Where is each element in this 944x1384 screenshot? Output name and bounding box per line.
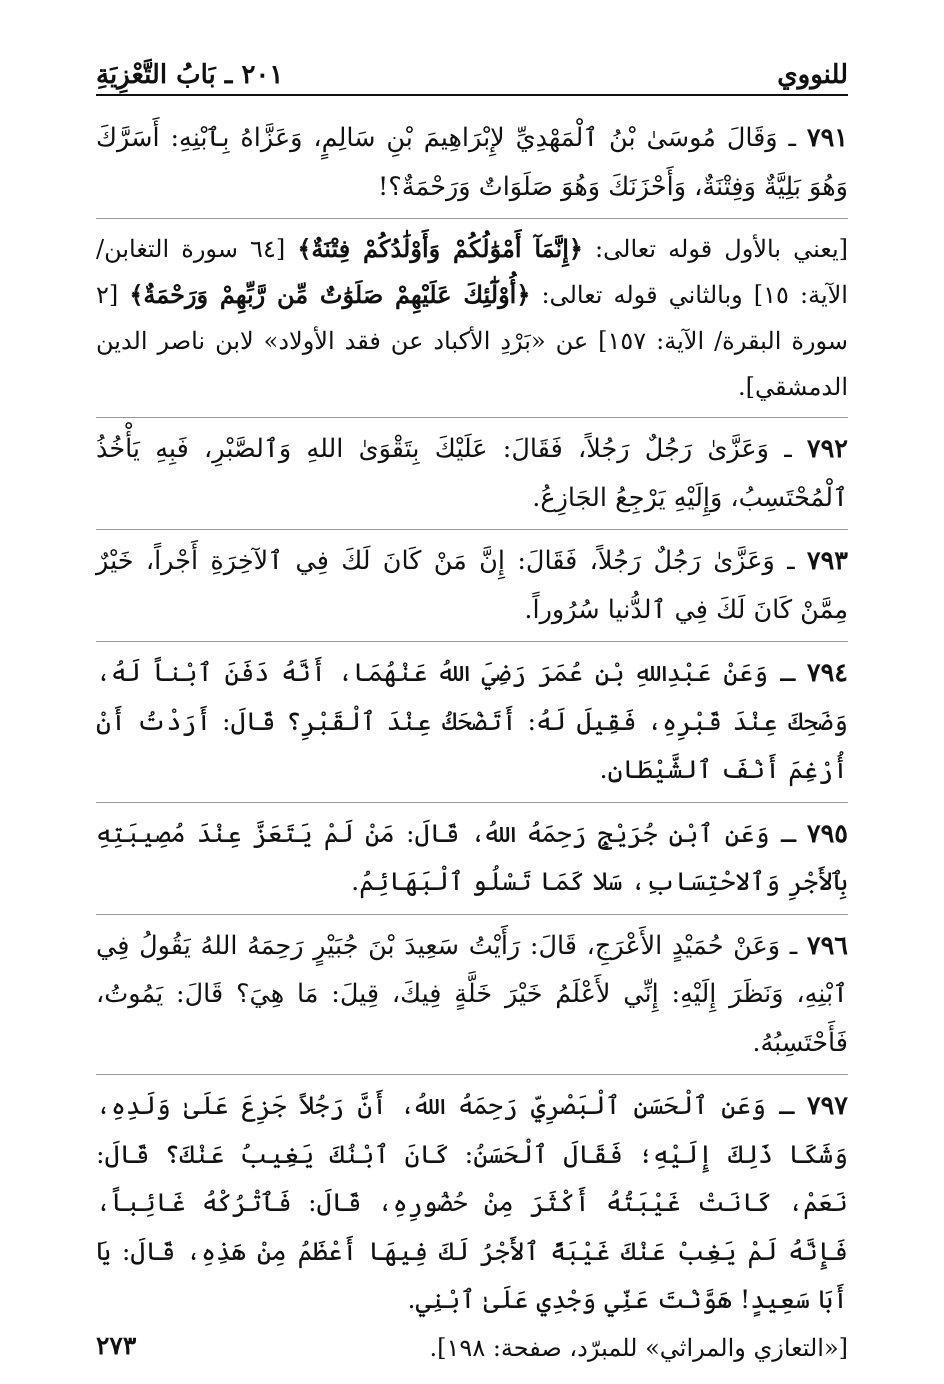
entry-791 — [96, 114, 848, 211]
entry-text: ـ وَعَزَّىٰ رَجُلٌ رَجُلاً، فَقَالَ: إِنَّ مَنْ كَانَ لَكَ فِي ٱلآخِرَةِ أَجْراً، خَيْرٌ مِمَّنْ كَانَ لَكَ فِي ٱلدُّنيا سُرُوراً. — [96, 546, 848, 625]
entry-797 — [96, 1082, 848, 1325]
footnote-797: [«التعازي والمراثي» للمبرّد، صفحة: ١٩٨]. — [429, 1333, 848, 1362]
entry-792 — [96, 425, 848, 522]
divider — [96, 802, 848, 803]
entry-number: ٧٩٧ — [806, 1091, 848, 1121]
entry-text: ـ وَعَنْ عَبْدِاللهِ بْنِ عُمَرَ رَضِيَ اللهُ عَنْهُمَا، أَنَّهُ دَفَنَ ٱبْناً لَهُ، وَضَحِكَ عِنْدَ قَبْرِهِ، فَقِيلَ لَهُ: أَتَضْحَكُ عِنْدَ ٱلْقَبْرِ؟ قَالَ: أَرَدْتُ أَنْ أُرْغِمَ أَنْفَ ٱلشَّيْطَانِ. — [96, 658, 848, 785]
entry-793 — [96, 537, 848, 634]
entry-796 — [96, 922, 848, 1068]
footnote-791 — [96, 226, 848, 410]
divider — [96, 914, 848, 915]
quran-verse: ﴿إِنَّمَآ أَمْوَٰلُكُمْ وَأَوْلَٰدُكُمْ فِتْنَةٌ﴾ — [297, 234, 583, 263]
entry-number: ٧٩٥ — [806, 818, 848, 849]
entry-text: ـ وَعَزَّىٰ رَجُلٌ رَجُلاً، فَقَالَ: عَلَيْكَ بِتَقْوَىٰ اللهِ وَٱلصَّبْرِ، فَبِهِ يَأْخُذُ ٱلْمُحْتَسِبُ، وَإِلَيْهِ يَرْجِعُ الجَازِعُ. — [96, 434, 848, 513]
entry-text: ـ وَعَنِ ٱبْنِ جُرَيْجٍ رَحِمَهُ اللهُ، قَالَ: مَنْ لَمْ يَتَعَزَّ عِنْدَ مُصِيبَتِهِ بِٱلأَجْرِ وَٱلاحْتِسَابِ، سَلا كَمَا تَسْلُو ٱلْبَهَائِمُ. — [96, 818, 848, 897]
entry-number: ٧٩٣ — [806, 546, 848, 576]
entry-number: ٧٩١ — [806, 123, 848, 153]
entry-number: ٧٩٢ — [806, 434, 848, 464]
section-title: ٢٠١ ـ بَابُ التَّعْزِيَةِ — [96, 60, 284, 90]
divider — [96, 218, 848, 219]
quran-verse: ﴿أُوْلَٰٓئِكَ عَلَيْهِمْ صَلَوَٰتٌ مِّن رَّبِّهِمْ وَرَحْمَةٌ﴾ — [129, 280, 531, 309]
divider — [96, 417, 848, 418]
entry-number: ٧٩٤ — [806, 658, 848, 688]
entry-795 — [96, 810, 848, 907]
entry-text: ـ وَقَالَ مُوسَىٰ بْنُ ٱلْمَهْدِيِّ لإِبْرَاهِيمَ بْنِ سَالِمٍ، وَعَزَّاهُ بِٱبْنِهِ: أَسَرَّكَ وَهُوَ بَلِيَّةٌ وَفِتْنَةٌ، وَأَحْزَنَكَ وَهُوَ صَلَوَاتٌ وَرَحْمَةٌ؟! — [96, 123, 848, 202]
book-title: للنووي — [777, 60, 848, 90]
page-number: ٢٧٣ — [96, 1331, 137, 1360]
entry-number: ٧٩٦ — [806, 930, 848, 961]
running-header — [96, 50, 848, 96]
book-page — [96, 50, 848, 1370]
entry-text: ـ وَعَنِ ٱلْحَسَنِ ٱلْبَصْرِيِّ رَحِمَهُ اللهُ، أَنَّ رَجُلاً جَزِعَ عَلَىٰ وَلَدِهِ، وَشَكَا ذَلِكَ إِلَيْهِ؛ فَقَالَ ٱلْحَسَنُ: كَانَ ٱبْنُكَ يَغِيبُ عَنْكَ؟ قَالَ: نَعَمْ، كَانَتْ غَيْبَتُهُ أَكْثَرَ مِنْ حُضُورِهِ، قَالَ: فَٱتْرُكْهُ غَائِباً، فَإِنَّهُ لَمْ يَغِبْ عَنْكَ غَيْبَةً ٱلأَجْرُ لَكَ فِيهَا أَعْظَمُ مِنْ هَذِهِ، قَالَ: يَا أَبَا سَعِيدٍ! هَوَّنْتَ عَنِّي وَجْدِي عَلَىٰ ٱبْنِي. — [96, 1091, 848, 1315]
entry-text: ـ وَعَنْ حُمَيْدٍ الأَعْرَجِ، قَالَ: رَأَيْتُ سَعِيدَ بْنَ جُبَيْرٍ رَحِمَهُ اللهُ يَقُولُ فِي ٱبْنِهِ، وَنَظَرَ إِلَيْهِ: إِنِّي لأَعْلَمُ خَيْرَ خَلَّةٍ فِيكَ، قِيلَ: مَا هِيَ؟ قَالَ: يَمُوتُ، فَأَحْتَسِبُهُ. — [96, 930, 848, 1058]
divider — [96, 529, 848, 530]
divider — [96, 1074, 848, 1075]
note-text: [٢ سورة البقرة/ الآية: ١٥٧] عن «بَرْدِ الأكباد عن فقد الأولاد» لابن ناصر الدين الدمشقي]. — [96, 281, 848, 401]
divider — [96, 641, 848, 642]
page-content — [96, 114, 848, 1371]
note-text: [٦٤ سورة التغابن/ الآية: ١٥] وبالثاني قوله تعالى: — [96, 235, 848, 309]
note-text: [يعني بالأول قوله تعالى: — [582, 235, 848, 263]
entry-794 — [96, 649, 848, 795]
